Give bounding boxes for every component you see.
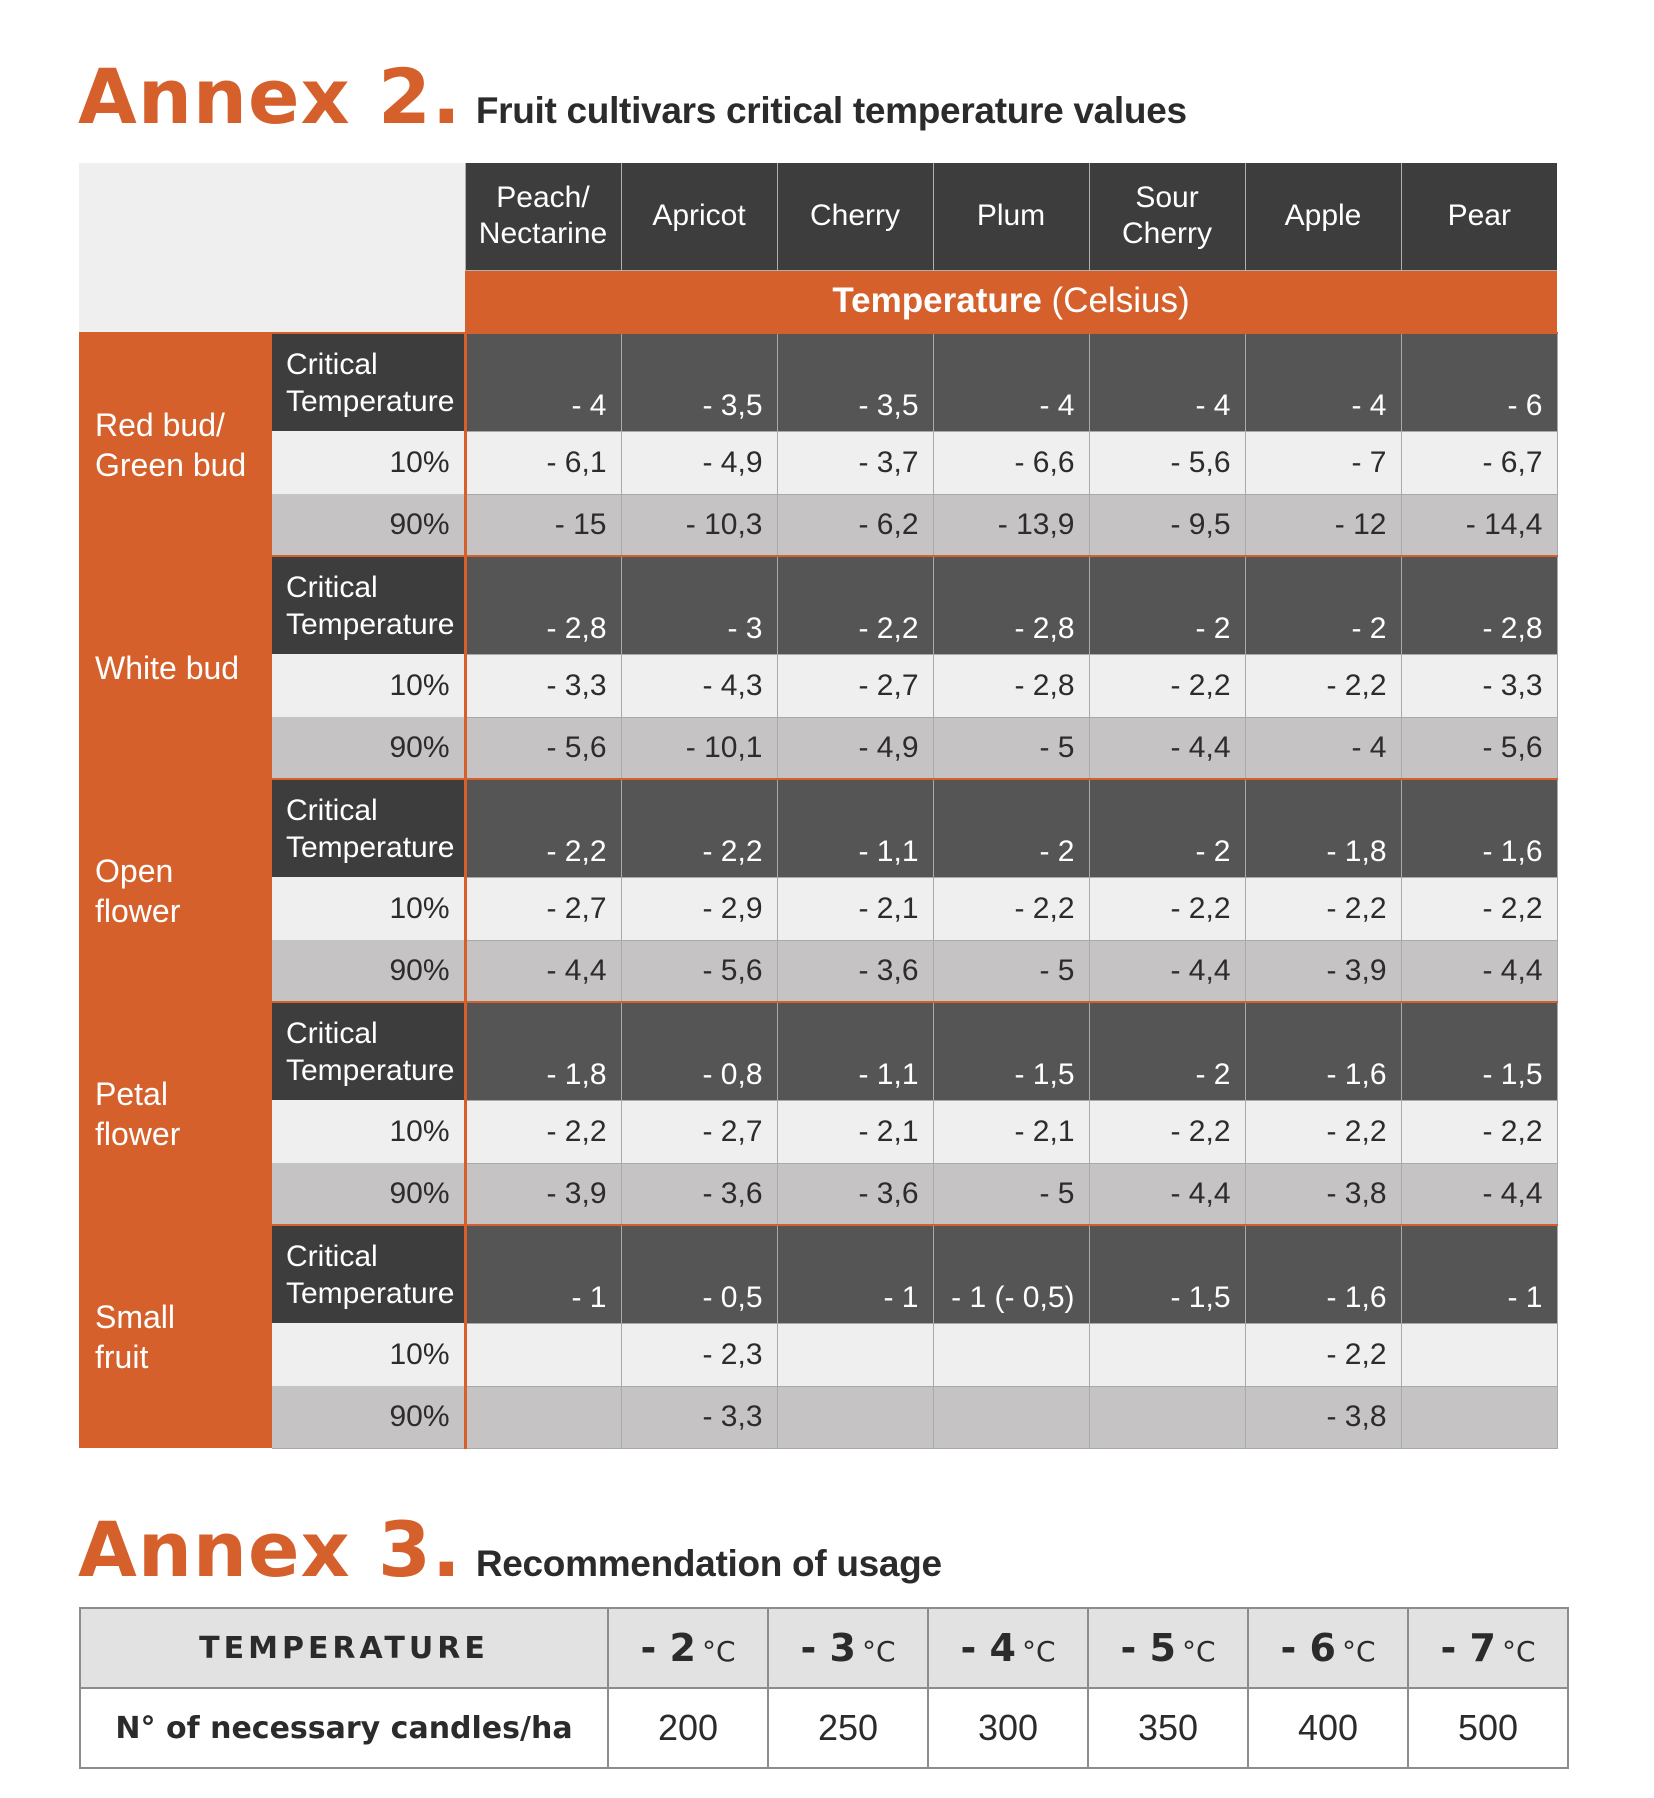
temperature-value: - 3,8 bbox=[1245, 1163, 1401, 1225]
temperature-value: - 1,1 bbox=[777, 1002, 933, 1100]
temperature-value: - 2,2 bbox=[933, 877, 1089, 940]
temperature-value: - 4,9 bbox=[777, 717, 933, 779]
temperature-cell bbox=[1248, 1608, 1408, 1688]
temperature-value: - 3 bbox=[800, 1626, 856, 1670]
fruit-header: Apricot bbox=[621, 163, 777, 270]
fruit-header: Plum bbox=[933, 163, 1089, 270]
temperature-value: - 0,8 bbox=[621, 1002, 777, 1100]
temperature-value: - 3,5 bbox=[621, 333, 777, 431]
temperature-value: - 2 bbox=[1089, 1002, 1245, 1100]
temperature-value: - 2,1 bbox=[777, 1100, 933, 1163]
temperature-value: - 4 bbox=[1089, 333, 1245, 431]
candles-label-cell bbox=[80, 1688, 608, 1768]
temperature-value: - 3,3 bbox=[465, 654, 621, 717]
candles-row bbox=[80, 1688, 1568, 1768]
temperature-cell bbox=[1408, 1608, 1568, 1688]
temperature-value: - 3,7 bbox=[777, 431, 933, 494]
stage-label: White bud bbox=[79, 556, 272, 779]
temperature-band bbox=[465, 270, 1557, 333]
temperature-value: - 15 bbox=[465, 494, 621, 556]
candles-value: 200 bbox=[657, 1707, 719, 1748]
annex3-subtitle: Recommendation of usage bbox=[475, 1543, 942, 1584]
candles-value: 250 bbox=[817, 1707, 879, 1748]
temperature-value: - 4,4 bbox=[1401, 940, 1557, 1002]
candles-value: 350 bbox=[1137, 1707, 1199, 1748]
stage-row bbox=[79, 1163, 1557, 1225]
temperature-label: TEMPERATURE bbox=[199, 1630, 489, 1666]
candles-value: 500 bbox=[1457, 1707, 1519, 1748]
stage-row bbox=[79, 779, 1557, 877]
temperature-value bbox=[777, 1323, 933, 1386]
stage-label: Open flower bbox=[79, 779, 272, 1002]
stage-row bbox=[79, 877, 1557, 940]
temperature-value bbox=[777, 1386, 933, 1448]
temperature-value bbox=[1401, 1323, 1557, 1386]
temperature-value: - 1,1 bbox=[777, 779, 933, 877]
stage-row bbox=[79, 717, 1557, 779]
temperature-value: - 14,4 bbox=[1401, 494, 1557, 556]
temperature-value: - 4,4 bbox=[1089, 1163, 1245, 1225]
temperature-value bbox=[465, 1386, 621, 1448]
temperature-value: - 3,6 bbox=[777, 1163, 933, 1225]
critical-temperature-label: Critical Temperature bbox=[272, 1002, 465, 1100]
temperature-value: - 2,8 bbox=[465, 556, 621, 654]
candles-cell bbox=[608, 1688, 768, 1768]
candles-cell bbox=[1248, 1688, 1408, 1768]
temperature-value: - 2,9 bbox=[621, 877, 777, 940]
candles-label: N° of necessary candles/ha bbox=[115, 1710, 573, 1746]
temperature-value: - 1,5 bbox=[1089, 1225, 1245, 1323]
temperature-value: - 2,2 bbox=[1245, 1100, 1401, 1163]
candles-cell bbox=[768, 1688, 928, 1768]
percent-10-label: 10% bbox=[272, 877, 465, 940]
temperature-value: - 9,5 bbox=[1089, 494, 1245, 556]
temperature-label-cell bbox=[80, 1608, 608, 1688]
temperature-value: - 4,3 bbox=[621, 654, 777, 717]
percent-10-label: 10% bbox=[272, 1323, 465, 1386]
temperature-cell bbox=[1088, 1608, 1248, 1688]
temperature-value: - 4,4 bbox=[1089, 940, 1245, 1002]
temperature-value: - 1,6 bbox=[1245, 1225, 1401, 1323]
critical-temperature-label: Critical Temperature bbox=[272, 333, 465, 431]
temperature-value: - 2,2 bbox=[465, 779, 621, 877]
annex2-number: Annex 2. bbox=[78, 52, 462, 141]
temperature-value: - 2,2 bbox=[1245, 1323, 1401, 1386]
fruit-header: Sour Cherry bbox=[1089, 163, 1245, 270]
temperature-value: - 5 bbox=[1120, 1626, 1176, 1670]
temperature-value: - 3 bbox=[621, 556, 777, 654]
temperature-value: - 2,2 bbox=[1245, 654, 1401, 717]
critical-temperature-label: Critical Temperature bbox=[272, 1225, 465, 1323]
temperature-value: - 6,2 bbox=[777, 494, 933, 556]
temperature-value: - 1 bbox=[777, 1225, 933, 1323]
temperature-value: - 2,2 bbox=[1245, 877, 1401, 940]
temperature-value: - 2,2 bbox=[1401, 1100, 1557, 1163]
stage-row bbox=[79, 1100, 1557, 1163]
candles-value: 300 bbox=[977, 1707, 1039, 1748]
temperature-value: - 4,4 bbox=[1401, 1163, 1557, 1225]
fruit-header: Cherry bbox=[777, 163, 933, 270]
temperature-value: - 1,8 bbox=[465, 1002, 621, 1100]
temperature-value: - 2,7 bbox=[621, 1100, 777, 1163]
fruit-header: Apple bbox=[1245, 163, 1401, 270]
temperature-unit: °C bbox=[1181, 1635, 1216, 1668]
temperature-value: - 7 bbox=[1440, 1626, 1496, 1670]
stage-row bbox=[79, 1323, 1557, 1386]
temperature-value: - 3,3 bbox=[1401, 654, 1557, 717]
temperature-value: - 1 bbox=[1401, 1225, 1557, 1323]
temperature-value: - 2 bbox=[640, 1626, 696, 1670]
temperature-value: - 5 bbox=[933, 717, 1089, 779]
temperature-value: - 12 bbox=[1245, 494, 1401, 556]
fruit-header-row bbox=[79, 163, 1557, 270]
temperature-value: - 2,2 bbox=[621, 779, 777, 877]
temperature-value: - 5,6 bbox=[465, 717, 621, 779]
temperature-band-unit: (Celsius) bbox=[1041, 281, 1190, 321]
percent-90-label: 90% bbox=[272, 717, 465, 779]
temperature-value: - 4,4 bbox=[465, 940, 621, 1002]
temperature-value: - 3,5 bbox=[777, 333, 933, 431]
annex2-subtitle: Fruit cultivars critical temperature values bbox=[475, 90, 1187, 131]
percent-90-label: 90% bbox=[272, 1386, 465, 1448]
temperature-value: - 2,2 bbox=[1089, 654, 1245, 717]
temperature-value: - 3,8 bbox=[1245, 1386, 1401, 1448]
temperature-value: - 2,1 bbox=[933, 1100, 1089, 1163]
temperature-value bbox=[933, 1323, 1089, 1386]
temperature-value: - 2 bbox=[1089, 779, 1245, 877]
stage-row bbox=[79, 654, 1557, 717]
candles-value: 400 bbox=[1297, 1707, 1359, 1748]
percent-10-label: 10% bbox=[272, 431, 465, 494]
temperature-value bbox=[1089, 1323, 1245, 1386]
temperature-value: - 10,3 bbox=[621, 494, 777, 556]
temperature-unit: °C bbox=[1501, 1635, 1536, 1668]
percent-10-label: 10% bbox=[272, 1100, 465, 1163]
annex3-number: Annex 3. bbox=[78, 1505, 462, 1594]
temperature-value: - 4 bbox=[933, 333, 1089, 431]
temperature-cell bbox=[928, 1608, 1088, 1688]
stage-row bbox=[79, 1002, 1557, 1100]
temperature-value: - 4,4 bbox=[1089, 717, 1245, 779]
temperature-value: - 3,9 bbox=[1245, 940, 1401, 1002]
percent-90-label: 90% bbox=[272, 940, 465, 1002]
temperature-value: - 2,8 bbox=[933, 654, 1089, 717]
temperature-value: - 2,7 bbox=[777, 654, 933, 717]
temperature-value: - 5,6 bbox=[1089, 431, 1245, 494]
temperature-value: - 2,2 bbox=[777, 556, 933, 654]
critical-temperature-label: Critical Temperature bbox=[272, 556, 465, 654]
temperature-value: - 2,8 bbox=[1401, 556, 1557, 654]
critical-temperature-table bbox=[79, 163, 1558, 1449]
temperature-value: - 2,1 bbox=[777, 877, 933, 940]
stage-row bbox=[79, 494, 1557, 556]
temperature-cell bbox=[768, 1608, 928, 1688]
candles-cell bbox=[1408, 1688, 1568, 1768]
temperature-value: - 1,5 bbox=[1401, 1002, 1557, 1100]
header-corner bbox=[79, 163, 465, 333]
temperature-value: - 6,6 bbox=[933, 431, 1089, 494]
temperature-cell bbox=[608, 1608, 768, 1688]
annex2-heading bbox=[78, 52, 1187, 141]
temperature-value: - 4 bbox=[465, 333, 621, 431]
temperature-value: - 2,8 bbox=[933, 556, 1089, 654]
temperature-value: - 1,6 bbox=[1401, 779, 1557, 877]
temperature-value: - 13,9 bbox=[933, 494, 1089, 556]
temperature-value: - 4,9 bbox=[621, 431, 777, 494]
temperature-value: - 5 bbox=[933, 1163, 1089, 1225]
temperature-value bbox=[1089, 1386, 1245, 1448]
stage-label: Small fruit bbox=[79, 1225, 272, 1448]
temperature-value: - 4 bbox=[960, 1626, 1016, 1670]
temperature-value: - 2,2 bbox=[1089, 877, 1245, 940]
candles-cell bbox=[1088, 1688, 1248, 1768]
temperature-value bbox=[465, 1323, 621, 1386]
fruit-header: Pear bbox=[1401, 163, 1557, 270]
temperature-value: - 3,6 bbox=[621, 1163, 777, 1225]
temperature-value: - 2 bbox=[933, 779, 1089, 877]
percent-10-label: 10% bbox=[272, 654, 465, 717]
temperature-value: - 4 bbox=[1245, 717, 1401, 779]
temperature-value: - 2 bbox=[1245, 556, 1401, 654]
temperature-value: - 0,5 bbox=[621, 1225, 777, 1323]
temperature-value: - 10,1 bbox=[621, 717, 777, 779]
temperature-unit: °C bbox=[701, 1635, 736, 1668]
temperature-value: - 6 bbox=[1280, 1626, 1336, 1670]
temperature-value: - 1 (- 0,5) bbox=[933, 1225, 1089, 1323]
temperature-unit: °C bbox=[861, 1635, 896, 1668]
temperature-value: - 5 bbox=[933, 940, 1089, 1002]
temperature-value: - 3,6 bbox=[777, 940, 933, 1002]
percent-90-label: 90% bbox=[272, 494, 465, 556]
temperature-value: - 1,6 bbox=[1245, 1002, 1401, 1100]
temperature-value bbox=[933, 1386, 1089, 1448]
stage-row bbox=[79, 1386, 1557, 1448]
percent-90-label: 90% bbox=[272, 1163, 465, 1225]
temperature-value: - 2,3 bbox=[621, 1323, 777, 1386]
temperature-band-bold: Temperature bbox=[832, 281, 1042, 321]
annex3-heading bbox=[78, 1505, 942, 1594]
temperature-value: - 6 bbox=[1401, 333, 1557, 431]
critical-temperature-label: Critical Temperature bbox=[272, 779, 465, 877]
temperature-value: - 6,7 bbox=[1401, 431, 1557, 494]
temperature-value bbox=[1401, 1386, 1557, 1448]
temperature-value: - 4 bbox=[1245, 333, 1401, 431]
temperature-value: - 3,3 bbox=[621, 1386, 777, 1448]
temperature-value: - 5,6 bbox=[1401, 717, 1557, 779]
stage-label: Red bud/ Green bud bbox=[79, 333, 272, 556]
temperature-value: - 3,9 bbox=[465, 1163, 621, 1225]
temperature-value: - 2 bbox=[1089, 556, 1245, 654]
stage-row bbox=[79, 940, 1557, 1002]
temperature-value: - 1,8 bbox=[1245, 779, 1401, 877]
candles-cell bbox=[928, 1688, 1088, 1768]
temperature-value: - 2,7 bbox=[465, 877, 621, 940]
temperature-value: - 6,1 bbox=[465, 431, 621, 494]
stage-row bbox=[79, 431, 1557, 494]
temperature-value: - 5,6 bbox=[621, 940, 777, 1002]
stage-row bbox=[79, 333, 1557, 431]
temperature-value: - 1 bbox=[465, 1225, 621, 1323]
temperature-row bbox=[80, 1608, 1568, 1688]
stage-label: Petal flower bbox=[79, 1002, 272, 1225]
temperature-unit: °C bbox=[1341, 1635, 1376, 1668]
temperature-value: - 2,2 bbox=[1401, 877, 1557, 940]
usage-recommendation-table bbox=[79, 1607, 1569, 1769]
temperature-unit: °C bbox=[1021, 1635, 1056, 1668]
stage-row bbox=[79, 556, 1557, 654]
temperature-value: - 2,2 bbox=[465, 1100, 621, 1163]
temperature-value: - 7 bbox=[1245, 431, 1401, 494]
temperature-value: - 1,5 bbox=[933, 1002, 1089, 1100]
stage-row bbox=[79, 1225, 1557, 1323]
fruit-header: Peach/ Nectarine bbox=[465, 163, 621, 270]
temperature-value: - 2,2 bbox=[1089, 1100, 1245, 1163]
